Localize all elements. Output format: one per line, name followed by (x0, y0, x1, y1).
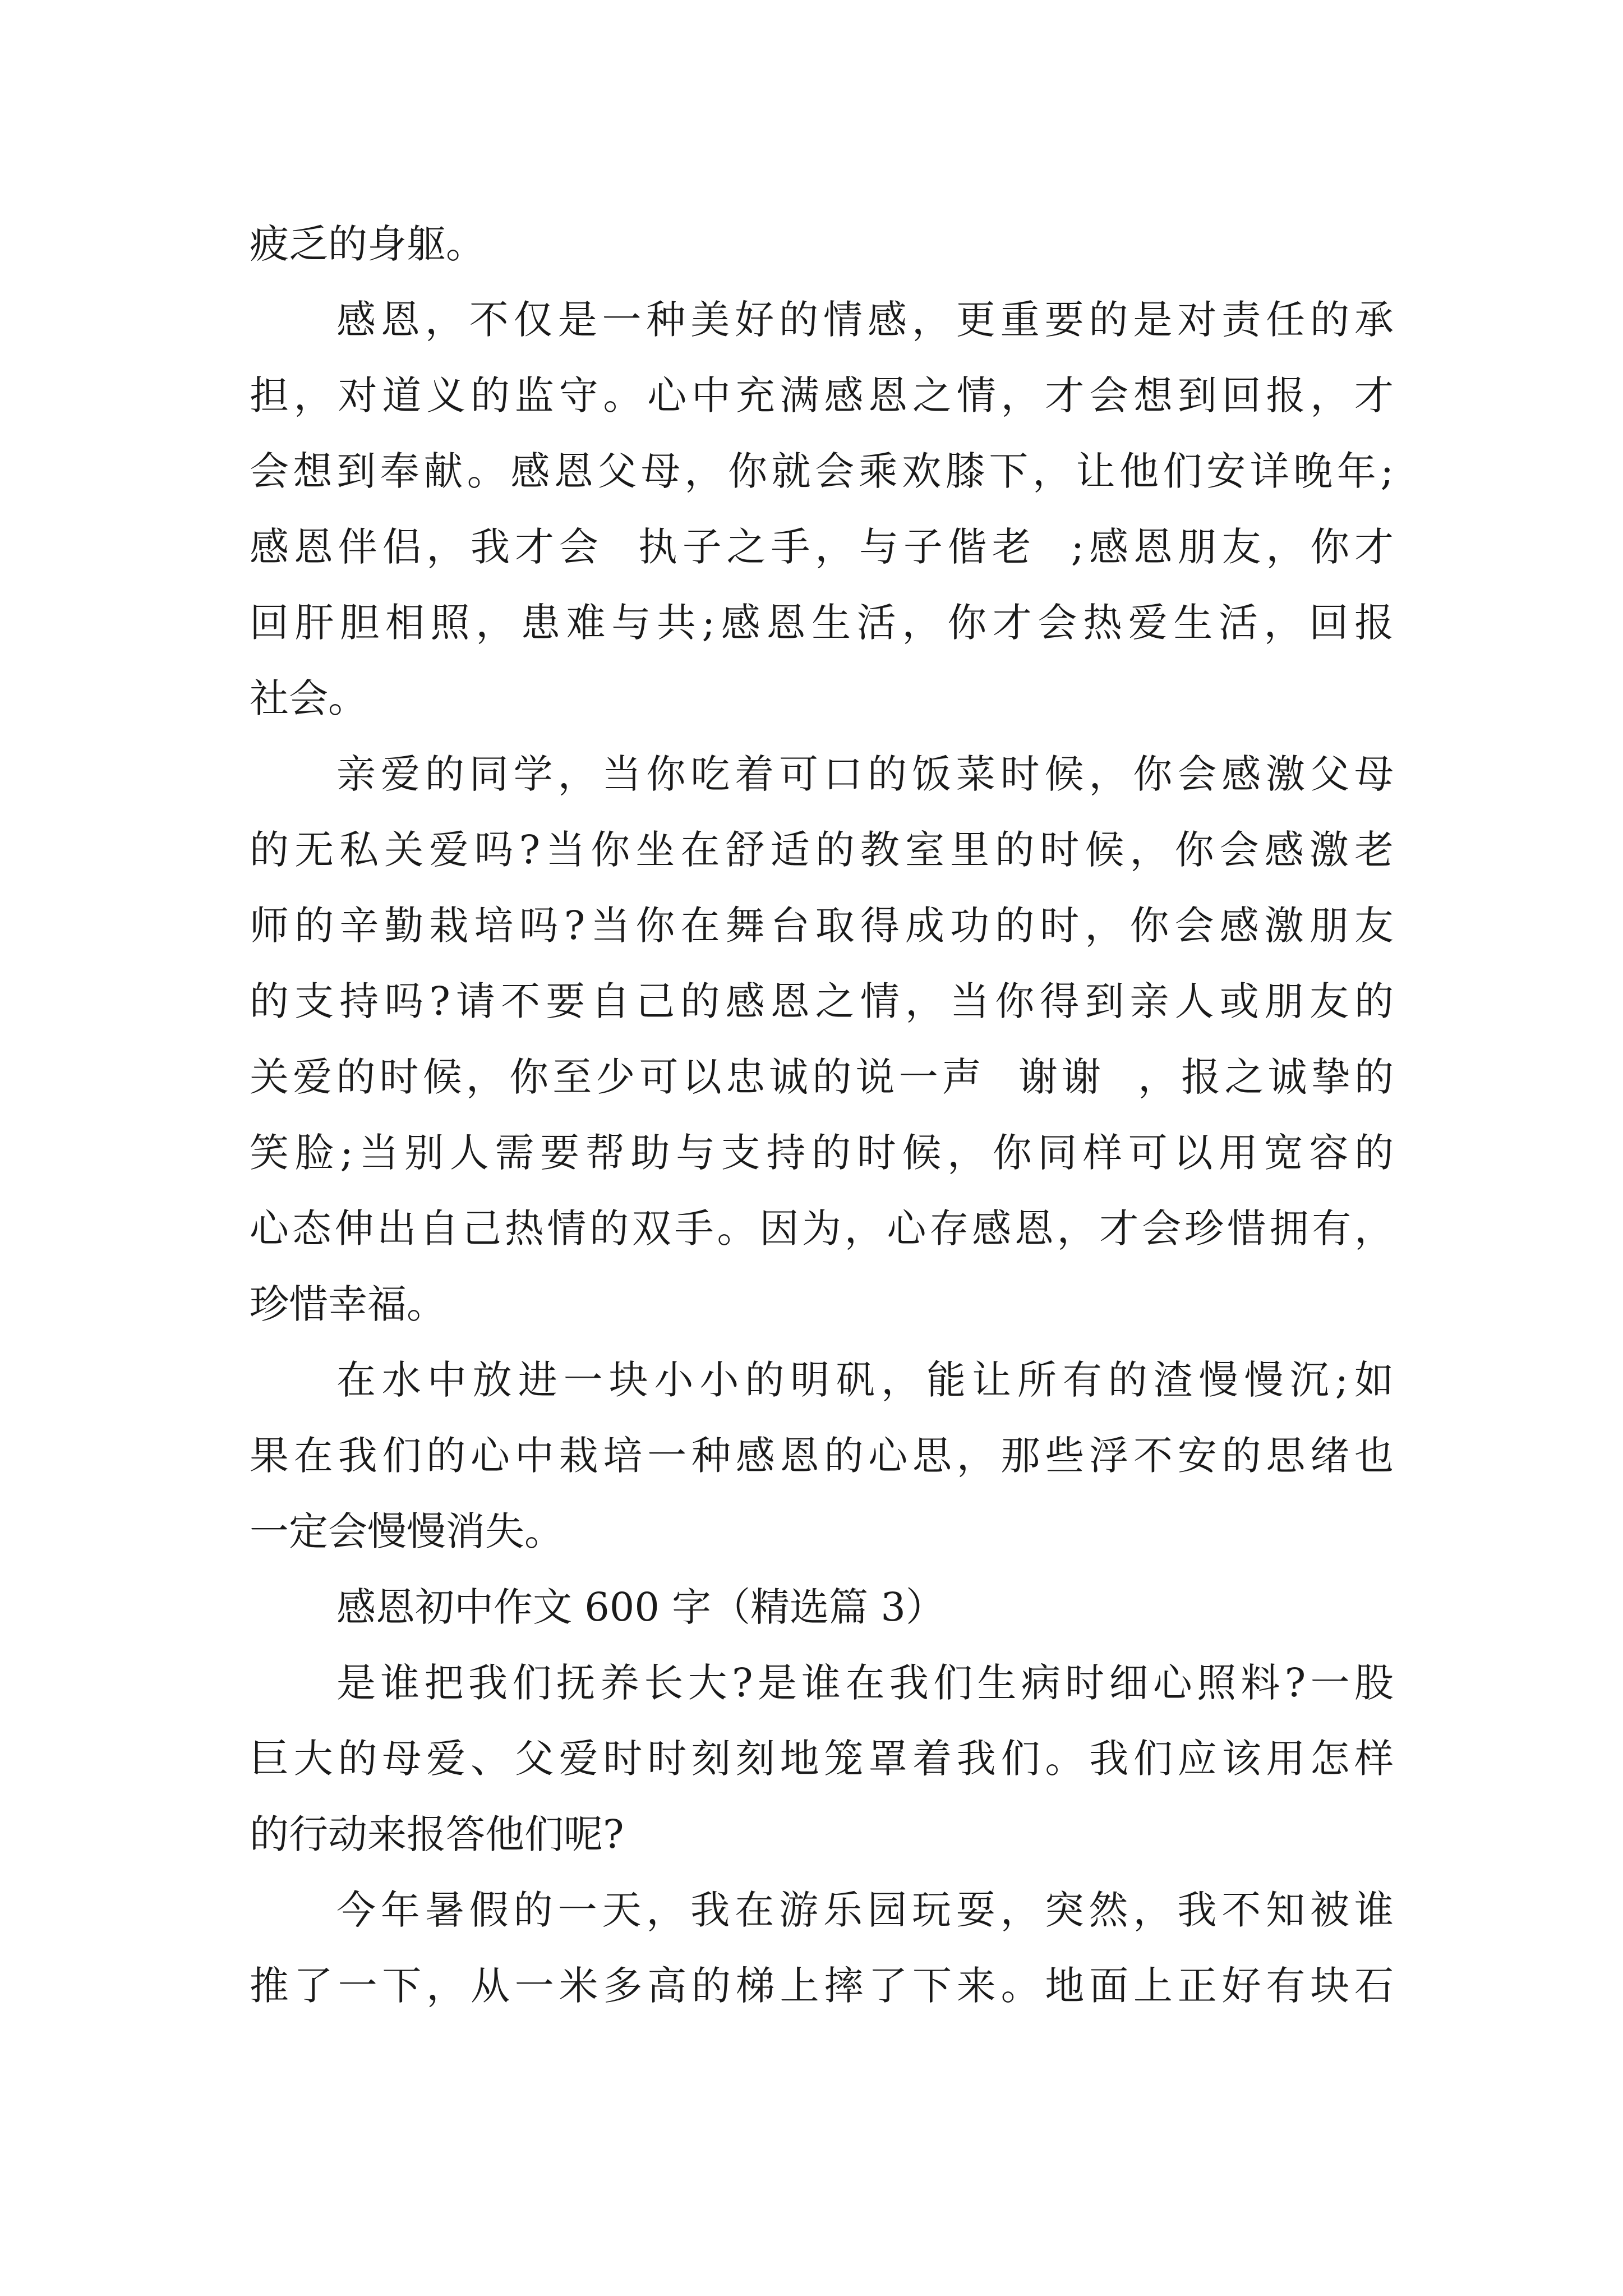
section-heading-text: 感恩初中作文 600 字（精选篇 3） (336, 1584, 945, 1630)
paragraph (250, 737, 1394, 1342)
text-line: 社会。 (250, 675, 367, 721)
text-line: 疲乏的身躯。 (250, 221, 485, 267)
text-line: 的无私关爱吗?当你坐在舒适的教室里的时候，你会感激老 (250, 827, 1394, 873)
text-line: 心态伸出自己热情的双手。因为，心存感恩，才会珍惜拥有， (250, 1205, 1394, 1251)
paragraph (250, 1645, 1394, 1872)
paragraph (250, 206, 1394, 282)
text-line: 回肝胆相照，患难与共;感恩生活，你才会热爱生活，回报 (250, 600, 1394, 646)
text-line: 巨大的母爱、父爱时时刻刻地笼罩着我们。我们应该用怎样 (250, 1736, 1394, 1782)
article-body (250, 206, 1394, 2024)
section-heading (250, 1570, 1394, 1645)
text-line: 担，对道义的监守。心中充满感恩之情，才会想到回报，才 (250, 372, 1394, 418)
text-line: 一定会慢慢消失。 (250, 1508, 564, 1554)
text-line: 会想到奉献。感恩父母，你就会乘欢膝下，让他们安详晚年; (250, 448, 1394, 494)
text-line: 的行动来报答他们呢? (250, 1811, 624, 1857)
text-line: 今年暑假的一天，我在游乐园玩耍，突然，我不知被谁 (336, 1887, 1394, 1933)
text-line: 是谁把我们抚养长大?是谁在我们生病时细心照料?一股 (336, 1660, 1394, 1706)
text-line: 关爱的时候，你至少可以忠诚的说一声 谢谢 ，报之诚挚的 (250, 1054, 1394, 1100)
paragraph (250, 1872, 1394, 2024)
text-line: 感恩，不仅是一种美好的情感，更重要的是对责任的承 (336, 297, 1394, 343)
text-line: 笑脸;当别人需要帮助与支持的时候，你同样可以用宽容的 (250, 1130, 1394, 1176)
text-line: 感恩伴侣，我才会 执子之手，与子偕老 ;感恩朋友，你才 (250, 524, 1394, 570)
text-line: 的支持吗?请不要自己的感恩之情，当你得到亲人或朋友的 (250, 978, 1394, 1024)
text-line: 师的辛勤栽培吗?当你在舞台取得成功的时，你会感激朋友 (250, 903, 1394, 949)
paragraph (250, 282, 1394, 737)
text-line: 珍惜幸福。 (250, 1281, 446, 1327)
text-line: 推了一下，从一米多高的梯上摔了下来。地面上正好有块石 (250, 1963, 1394, 2009)
paragraph (250, 1342, 1394, 1570)
text-line: 果在我们的心中栽培一种感恩的心思，那些浮不安的思绪也 (250, 1433, 1394, 1479)
text-line: 亲爱的同学，当你吃着可口的饭菜时候，你会感激父母 (336, 751, 1394, 797)
text-line: 在水中放进一块小小的明矾，能让所有的渣慢慢沉;如 (336, 1357, 1394, 1403)
